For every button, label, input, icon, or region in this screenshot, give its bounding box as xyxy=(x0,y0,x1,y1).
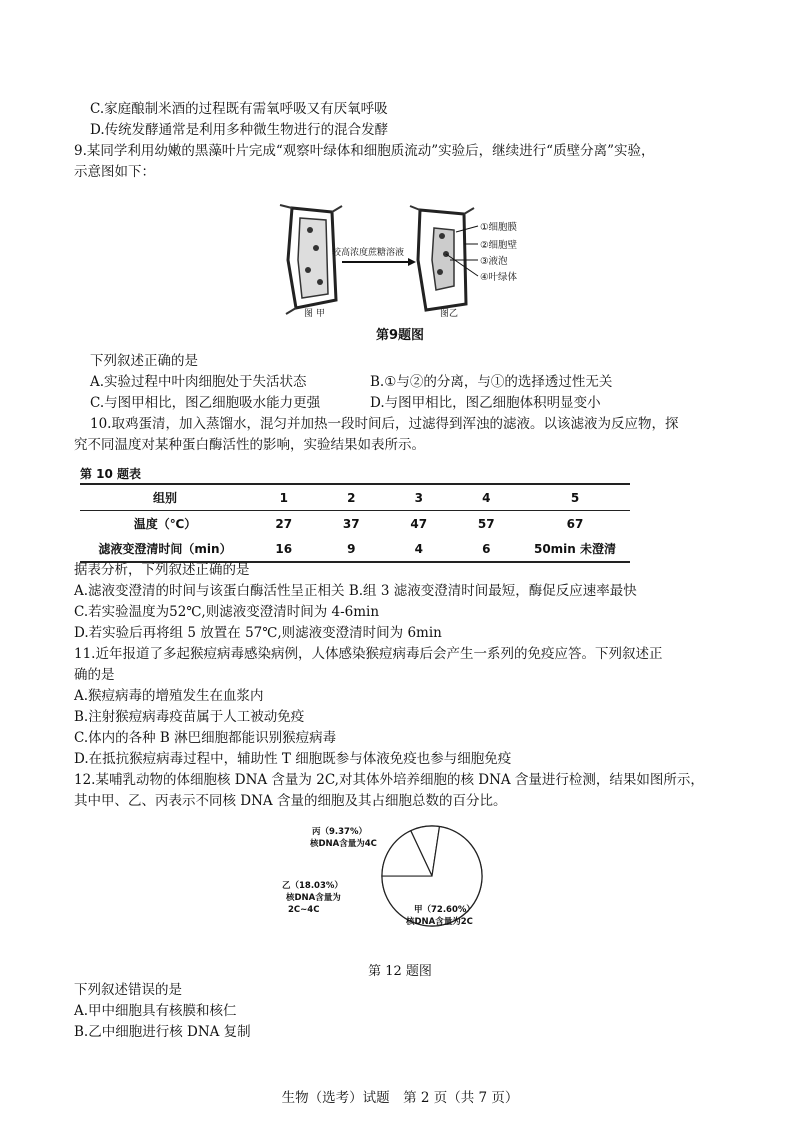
fig9-arrow-label: 较高浓度蔗糖溶液 xyxy=(332,248,405,258)
fig9-label-jia: 图 甲 xyxy=(304,309,325,319)
table-row xyxy=(80,484,630,511)
fig9-legend-2: ②细胞壁 xyxy=(480,240,518,251)
q9-stem-line2: 示意图如下： xyxy=(74,164,155,180)
q9-question: 下列叙述正确的是 xyxy=(90,353,198,369)
q12-option-b: B.乙中细胞进行核 DNA 复制 xyxy=(74,1024,251,1040)
q12-option-a: A.甲中细胞具有核膜和核仁 xyxy=(74,1003,237,1019)
q9-stem-line1: 9.某同学利用幼嫩的黑藻叶片完成“观察叶绿体和细胞质流动”实验后，继续进行“质壁分离”实验， xyxy=(74,143,655,159)
table-row xyxy=(80,511,630,537)
table-cell: 67 xyxy=(566,516,584,531)
table-cell: 27 xyxy=(275,516,293,531)
q10-question: 据表分析，下列叙述正确的是 xyxy=(74,562,250,578)
table-header-cell: 组别 xyxy=(80,484,250,511)
fig12-label-jia-1: 甲（72.60%） xyxy=(414,905,475,915)
q11-option-a: A.猴痘病毒的增殖发生在血浆内 xyxy=(74,688,264,704)
fig9-label-yi: 图乙 xyxy=(440,309,459,319)
q11-option-b: B.注射猴痘病毒疫苗属于人工被动免疫 xyxy=(74,709,305,725)
fig12-caption: 第 12 题图 xyxy=(368,964,432,979)
table-header-cell: 1 xyxy=(250,484,318,511)
q9-option-c: C.与图甲相比，图乙细胞吸水能力更强 xyxy=(90,395,321,411)
table-cell: 滤液变澄清时间（min） xyxy=(80,536,250,562)
fig12-label-yi-3: 2C~4C xyxy=(288,905,320,915)
q10-stem-line1: 10.取鸡蛋清，加入蒸馏水，混匀并加热一段时间后，过滤得到浑浊的滤液。以该滤液为反应物，探 xyxy=(90,416,679,432)
table-cell: 6 xyxy=(453,536,521,562)
q11-option-d: D.在抵抗猴痘病毒过程中，辅助性 T 细胞既参与体液免疫也参与细胞免疫 xyxy=(74,751,512,767)
q10-option-d: D.若实验后再将组 5 放置在 57℃,则滤液变澄清时间为 6min xyxy=(74,625,442,641)
table-header-cell: 4 xyxy=(453,484,521,511)
fig12-label-yi-2: 核DNA含量为 xyxy=(286,893,341,903)
fig9-legend-3: ③液泡 xyxy=(480,256,508,267)
q11-option-c: C.体内的各种 B 淋巴细胞都能识别猴痘病毒 xyxy=(74,730,337,746)
q10-option-ab: A.滤液变澄清的时间与该蛋白酶活性呈正相关 B.组 3 滤液变澄清时间最短，酶促反应速率最快 xyxy=(74,583,637,599)
table10-title: 第 10 题表 xyxy=(80,467,142,481)
table-cell: 37 xyxy=(342,516,360,531)
page-footer: 生物（选考）试题 第 2 页（共 7 页） xyxy=(281,1090,519,1106)
table-cell: 4 xyxy=(385,536,453,562)
table10 xyxy=(80,483,630,563)
q9-option-b: B.①与②的分离，与①的选择透过性无关 xyxy=(370,374,613,390)
fig12-label-jia-2: 核DNA含量为2C xyxy=(406,917,473,927)
q12-stem-line1: 12.某哺乳动物的体细胞核 DNA 含量为 2C,对其体外培养细胞的核 DNA 含量进行检测，结果如图所示， xyxy=(74,772,704,788)
fig12-pie-chart xyxy=(280,818,530,953)
table-cell: 57 xyxy=(477,516,495,531)
q10-option-c: C.若实验温度为52℃,则滤液变澄清时间为 4-6min xyxy=(74,604,380,620)
option-c-line: C.家庭酿制米酒的过程既有需氧呼吸又有厌氧呼吸 xyxy=(90,101,388,117)
table-cell: 50min 未澄清 xyxy=(520,536,630,562)
cell-jia xyxy=(280,205,342,314)
q9-option-a: A.实验过程中叶肉细胞处于失活状态 xyxy=(90,374,307,390)
q10-stem-line2: 究不同温度对某种蛋白酶活性的影响，实验结果如表所示。 xyxy=(74,437,425,453)
q12-question: 下列叙述错误的是 xyxy=(74,982,182,998)
table-cell: 47 xyxy=(410,516,428,531)
fig12-label-bing-1: 丙（9.37%） xyxy=(312,827,367,837)
table-row xyxy=(80,536,630,562)
q11-stem-line1: 11.近年报道了多起猴痘病毒感染病例，人体感染猴痘病毒后会产生一系列的免疫应答。下列叙述正 xyxy=(74,646,663,662)
fig12-label-yi-1: 乙（18.03%） xyxy=(282,881,343,891)
table-header-cell: 5 xyxy=(520,484,630,511)
table-cell: 温度（℃） xyxy=(133,517,197,531)
fig9-legend-4: ④叶绿体 xyxy=(480,272,518,283)
table-header-cell: 3 xyxy=(385,484,453,511)
option-d-line: D.传统发酵通常是利用多种微生物进行的混合发酵 xyxy=(90,122,389,138)
q11-stem-line2: 确的是 xyxy=(74,667,115,683)
fig9-legend-1: ①细胞膜 xyxy=(480,222,518,233)
table-cell: 9 xyxy=(318,536,386,562)
fig9-diagram xyxy=(270,200,540,320)
cell-yi xyxy=(410,206,474,310)
q9-option-d: D.与图甲相比，图乙细胞体积明显变小 xyxy=(370,395,601,411)
q12-stem-line2: 其中甲、乙、丙表示不同核 DNA 含量的细胞及其占细胞总数的百分比。 xyxy=(74,793,507,809)
table-cell: 16 xyxy=(250,536,318,562)
fig9-caption: 第9题图 xyxy=(375,328,425,343)
table-header-cell: 2 xyxy=(318,484,386,511)
fig12-label-bing-2: 核DNA含量为4C xyxy=(310,839,377,849)
